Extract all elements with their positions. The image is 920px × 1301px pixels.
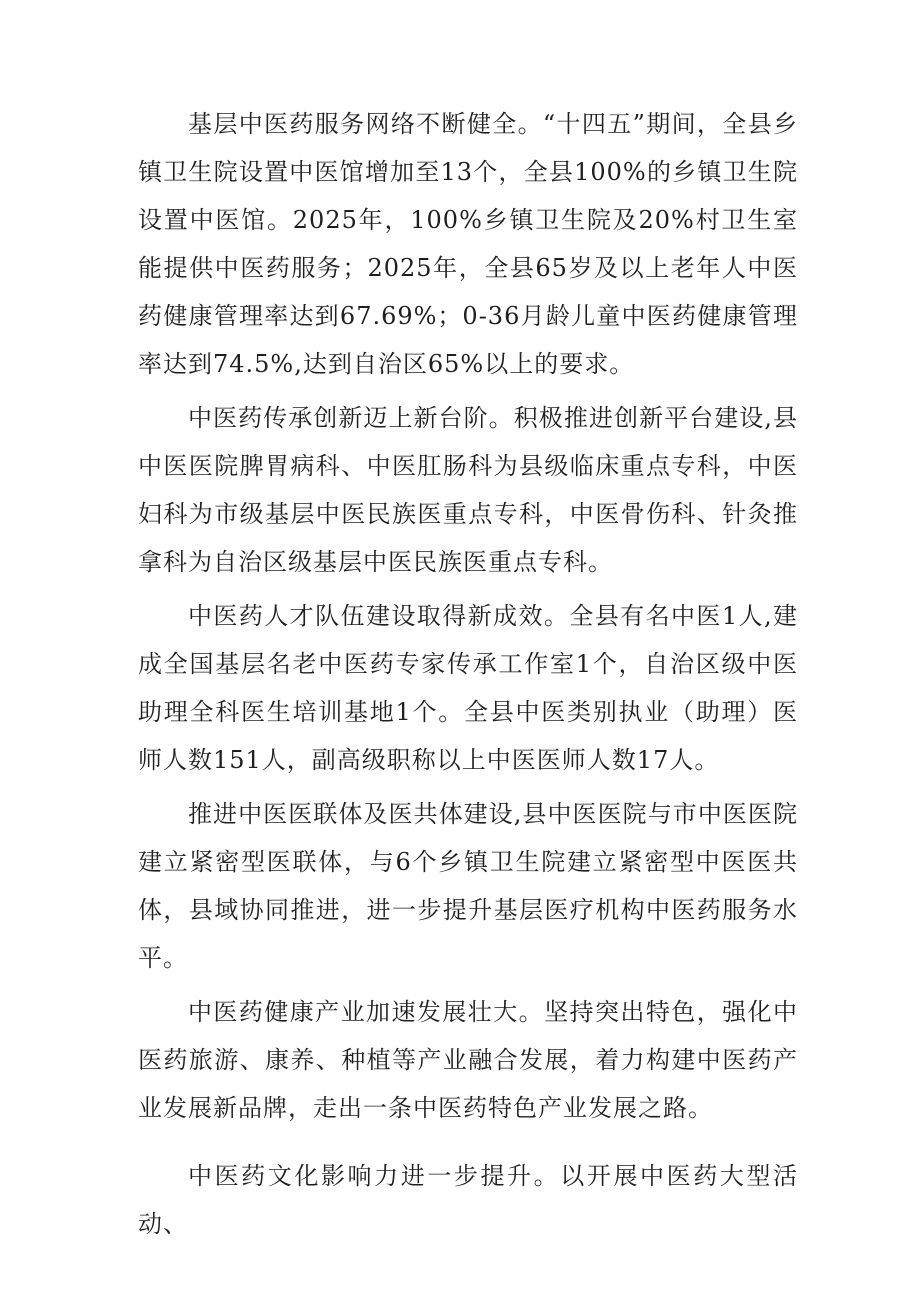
paragraph-culture-influence: 中医药文化影响力进一步提升。以开展中医药大型活动、 (138, 1162, 798, 1238)
paragraph-inheritance-innovation: 中医药传承创新迈上新台阶。积极推进创新平台建设,县中医医院脾胃病科、中医肛肠科为县级临床重点专科，中医妇科为市级基层中医民族医重点专科，中医骨伤科、针灸推拿科为自治区级基层中医民族医重点专科。 (138, 404, 798, 576)
paragraph-grassroots-network: 基层中医药服务网络不断健全。“十四五”期间，全县乡镇卫生院设置中医馆增加至13个，全县100%的乡镇卫生院设置中医馆。2025年，100%乡镇卫生院及20%村卫生室能提供中医药服务；2025年，全县65岁及以上老年人中医药健康管理率达到67.69%；0-36月龄儿童中医药健康管理率达到74.5%,达到自治区65%以上的要求。 (138, 110, 798, 378)
paragraph-talent-team: 中医药人才队伍建设取得新成效。全县有名中医1人,建成全国基层名老中医药专家传承工作室1个，自治区级中医助理全科医生培训基地1个。全县中医类别执业（助理）医师人数151人，副高级职称以上中医医师人数17人。 (138, 602, 798, 774)
body-text (138, 100, 798, 1254)
paragraph-medical-alliance: 推进中医医联体及医共体建设,县中医医院与市中医医院建立紧密型医联体，与6个乡镇卫生院建立紧密型中医医共体，县域协同推进，进一步提升基层医疗机构中医药服务水平。 (138, 800, 798, 972)
paragraph-health-industry: 中医药健康产业加速发展壮大。坚持突出特色，强化中医药旅游、康养、种植等产业融合发展，着力构建中医药产业发展新品牌，走出一条中医药特色产业发展之路。 (138, 998, 798, 1122)
